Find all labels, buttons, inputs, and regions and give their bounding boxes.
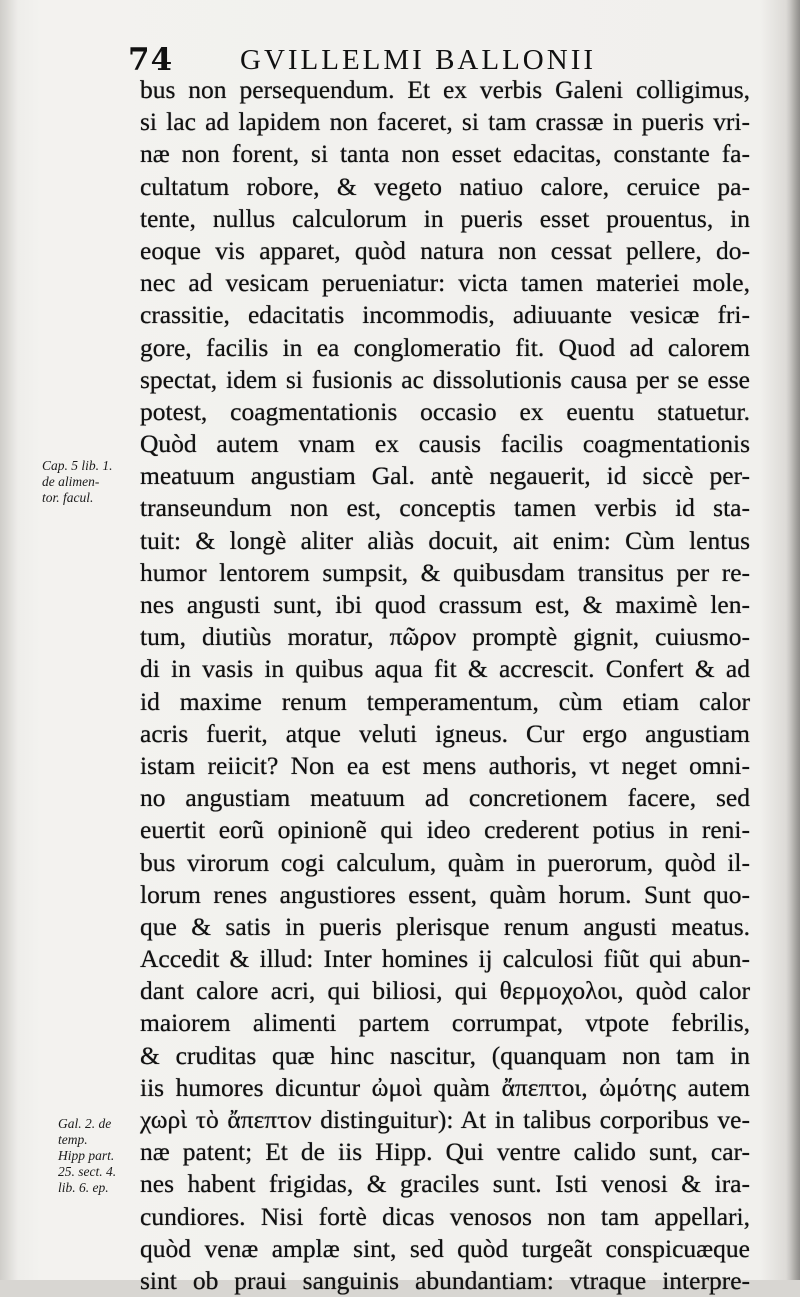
- margin-note-line: Cap. 5 lib. 1.: [42, 458, 113, 473]
- text-line: acris fuerit, atque veluti igneus. Cur ergo angustiam: [140, 718, 750, 748]
- text-line: transeundum non est, conceptis tamen verbis id sta-: [140, 493, 750, 523]
- margin-note-line: lib. 6. ep.: [58, 1180, 109, 1195]
- text-line: χωρὶ τὸ ἄπεπτον distinguitur): At in talibus corporibus ve-: [140, 1105, 750, 1134]
- text-line: meatuum angustiam Gal. antè negauerit, id siccè per-: [140, 461, 750, 491]
- text-line: & cruditas quæ hinc nascitur, (quanquam non tam in: [140, 1040, 750, 1070]
- text-line: spectat, idem si fusionis ac dissolutionis causa per se esse: [140, 364, 750, 394]
- margin-note-line: Hipp part.: [58, 1148, 115, 1163]
- text-line: que & satis in pueris plerisque renum angusti meatus.: [140, 911, 750, 941]
- text-line: tuit: & longè aliter aliàs docuit, ait enim: Cùm lentus: [140, 525, 750, 555]
- text-line: euertit eorũ opinionẽ qui ideo crederent potius in reni-: [140, 815, 750, 845]
- page-edge-shadow: [786, 0, 800, 1280]
- text-line: potest, coagmentationis occasio ex euentu statuetur.: [140, 396, 750, 426]
- text-line: maiorem alimenti partem corrumpat, vtpote febrilis,: [140, 1008, 750, 1038]
- text-line: eoque vis apparet, quòd natura non cessat pellere, do-: [140, 235, 750, 265]
- text-line: id maxime renum temperamentum, cùm etiam calor: [140, 686, 750, 716]
- margin-note-line: tor. facul.: [42, 490, 94, 505]
- text-line: quòd venæ amplæ sint, sed quòd turgeãt conspicuæque: [140, 1233, 750, 1263]
- text-line: nes angusti sunt, ibi quod crassum est, & maximè len-: [140, 590, 750, 619]
- page-header: [0, 38, 800, 78]
- page-number: 74: [128, 42, 174, 78]
- text-line: nec ad vesicam perueniatur: victa tamen materiei mole,: [140, 268, 750, 298]
- main-text-block: [140, 74, 750, 1297]
- margin-note-line: temp.: [58, 1132, 88, 1147]
- text-line: humor lentorem sumpsit, & quibusdam transitus per re-: [140, 557, 750, 587]
- margin-note: [42, 458, 150, 506]
- text-line: nes habent frigidas, & graciles sunt. Isti venosi & ira-: [140, 1169, 750, 1199]
- text-line: gore, facilis in ea conglomeratio fit. Quod ad calorem: [140, 332, 750, 362]
- text-line: no angustiam meatuum ad concretionem facere, sed: [140, 783, 750, 813]
- text-line: bus non persequendum. Et ex verbis Galeni colligimus,: [140, 75, 750, 104]
- margin-note-line: de alimen-: [42, 474, 100, 489]
- text-line: Quòd autem vnam ex causis facilis coagmentationis: [140, 429, 750, 459]
- text-line: iis humores dicuntur ὠμοὶ quàm ἄπεπτοι, ὠμότης autem: [140, 1072, 750, 1102]
- text-line: Accedit & illud: Inter homines ij calculosi fiũt qui abun-: [140, 944, 750, 974]
- text-line: tum, diutiùs moratur, πῶρον promptè gignit, cuiusmo-: [140, 622, 750, 652]
- text-line: næ patent; Et de iis Hipp. Qui ventre calido sunt, car-: [140, 1137, 750, 1167]
- text-line: istam reiicit? Non ea est mens authoris, vt neget omni-: [140, 750, 750, 780]
- text-line: sint ob praui sanguinis abundantiam: vtraque interpre-: [140, 1265, 750, 1295]
- text-line: dant calore acri, qui biliosi, qui θερμοχολοι, quòd calor: [140, 976, 750, 1006]
- text-line: næ non forent, si tanta non esset edacitas, constante fa-: [140, 139, 750, 169]
- text-line: bus virorum cogi calculum, quàm in puerorum, quòd il-: [140, 847, 750, 877]
- text-line: si lac ad lapidem non faceret, si tam crassæ in pueris vri-: [140, 107, 750, 137]
- text-line: di in vasis in quibus aqua fit & accrescit. Confert & ad: [140, 654, 750, 684]
- text-line: lorum renes angustiores essent, quàm horum. Sunt quo-: [140, 879, 750, 909]
- text-line: tente, nullus calculorum in pueris esset prouentus, in: [140, 203, 750, 233]
- text-line: crassitie, edacitatis incommodis, adiuuante vesicæ fri-: [140, 300, 750, 330]
- margin-note-line: 25. sect. 4.: [58, 1164, 117, 1179]
- text-line: cundiores. Nisi fortè dicas venosos non tam appellari,: [140, 1201, 750, 1231]
- text-line: cultatum robore, & vegeto natiuo calore, ceruice pa-: [140, 171, 750, 201]
- running-head: GVILLELMI BALLONII: [240, 44, 597, 76]
- margin-note-line: Gal. 2. de: [58, 1116, 112, 1131]
